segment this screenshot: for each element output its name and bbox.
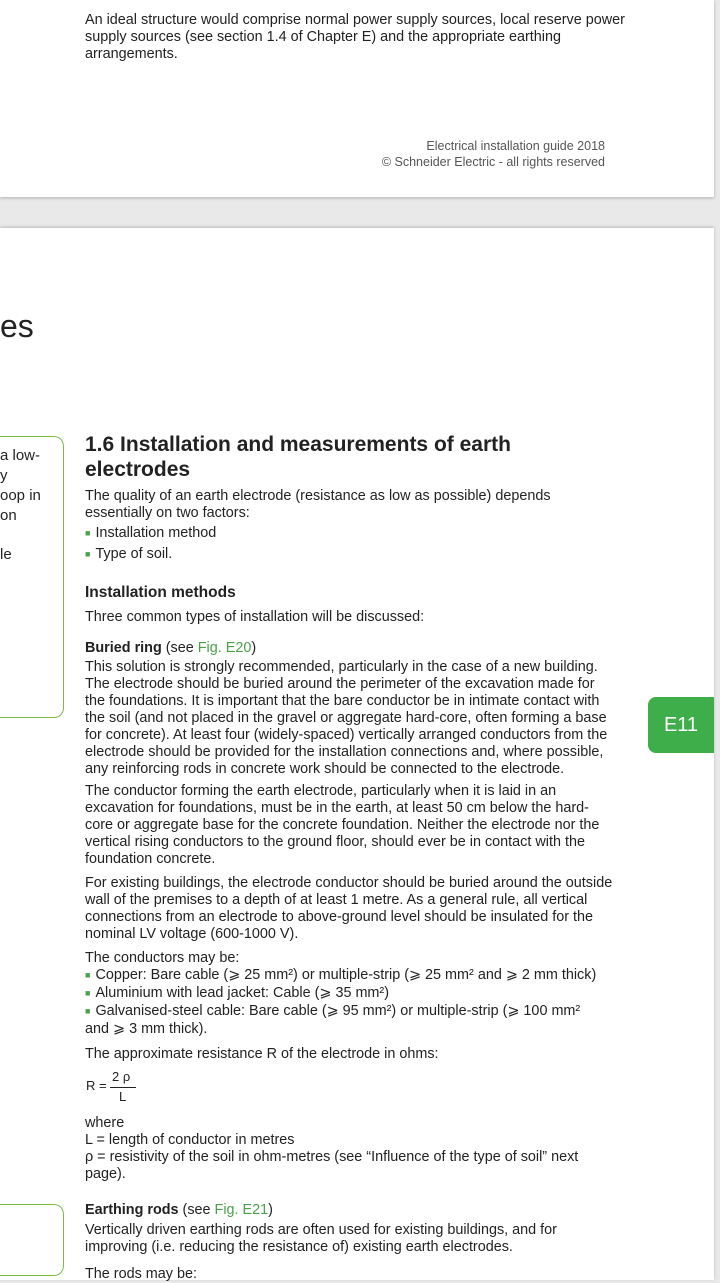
where-block	[85, 1115, 630, 1183]
margin-text-line: oop in	[0, 487, 41, 504]
conductor-item: ■ Aluminium with lead jacket: Cable (⩾ 35 mm²)	[85, 985, 630, 1003]
where-length: L = length of conductor in metres	[85, 1132, 295, 1148]
rods-may-be: The rods may be:	[85, 1266, 197, 1282]
margin-text-line: a low-	[0, 447, 41, 464]
close-paren: )	[251, 640, 257, 656]
text-line: improving (i.e. reducing the resistance of) existing earth electrodes.	[85, 1239, 513, 1255]
factor-item: ■ Type of soil.	[85, 546, 630, 564]
formula-numerator: 2 ρ	[112, 1069, 131, 1084]
resistance-intro: The approximate resistance R of the electrode in ohms:	[85, 1046, 439, 1062]
rods-heading	[85, 1202, 273, 1219]
where-resistivity: ρ = resistivity of the soil in ohm-metres (see “Influence of the type of soil” next	[85, 1149, 579, 1165]
text-line: connections from an electrode to above-ground level should be insulated for the	[85, 909, 593, 925]
figure-link-e20[interactable]: Fig. E20	[197, 640, 252, 656]
see-label: (see	[182, 1202, 211, 1218]
fraction-bar	[110, 1087, 136, 1088]
text-line: foundation concrete.	[85, 851, 216, 867]
text-line: The conductor forming the earth electrode, particularly when it is laid in an	[85, 783, 557, 799]
text-line: for concrete). At least four (widely-spaced) vertically arranged conductors from the	[85, 727, 608, 743]
where-resistivity-cont: page).	[85, 1166, 126, 1182]
text-line: excavation for foundations, must be in the earth, at least 50 cm below the hard-	[85, 800, 589, 816]
buried-ring-paragraph-1	[85, 659, 630, 778]
buried-ring-paragraph-2	[85, 783, 630, 868]
text-line: electrode should be provided for the installation connections and, where possible,	[85, 744, 604, 760]
margin-text-line: y	[0, 467, 8, 484]
text-line: For existing buildings, the electrode conductor should be buried around the outside	[85, 875, 613, 891]
factor-item: ■ Installation method	[85, 525, 630, 543]
conductor-item: ■ Galvanised-steel cable: Bare cable (⩾ 95 mm²) or multiple-strip (⩾ 100 mm²	[85, 1003, 630, 1021]
margin-note-box-2	[0, 1204, 64, 1276]
page-previous	[0, 0, 714, 197]
main-column	[85, 432, 630, 482]
section-title-line2: electrodes	[85, 458, 191, 481]
side-heading-fragment: es	[0, 308, 34, 344]
buried-ring-heading	[85, 640, 256, 657]
intro-paragraph	[85, 488, 630, 564]
text-line: This solution is strongly recommended, particularly in the case of a new building.	[85, 659, 598, 675]
where-label: where	[85, 1115, 125, 1131]
conductor-item: ■ Copper: Bare cable (⩾ 25 mm²) or multiple-strip (⩾ 25 mm² and ⩾ 2 mm thick)	[85, 967, 630, 985]
chapter-page-tab: E11	[648, 697, 714, 753]
section-title	[85, 432, 630, 482]
footer-guide-title: Electrical installation guide 2018	[426, 139, 605, 153]
intro-line: The quality of an earth electrode (resistance as low as possible) depends	[85, 488, 551, 504]
methods-intro: Three common types of installation will be discussed:	[85, 609, 425, 625]
formula-lhs: R =	[86, 1078, 107, 1093]
close-paren: )	[268, 1202, 273, 1218]
methods-heading: Installation methods	[85, 584, 236, 601]
text-line: any reinforcing rods in concrete work should be connected to the electrode.	[85, 761, 565, 777]
margin-note-box	[0, 436, 64, 718]
buried-ring-title: Buried ring	[85, 640, 162, 656]
text-line: the soil (and not placed in the gravel or aggregate hard-core, often forming a base	[85, 710, 607, 726]
conductor-item-cont: and ⩾ 3 mm thick).	[85, 1021, 208, 1037]
text-line: wall of the premises to a depth of at least 1 metre. As a general rule, all vertical	[85, 892, 588, 908]
see-label: (see	[165, 640, 194, 656]
text-line: The electrode should be buried around the perimeter of the excavation made for	[85, 676, 595, 692]
conductors-intro: The conductors may be:	[85, 950, 240, 966]
text-line: vertical rising conductors to the ground floor, should ever be in contact with the	[85, 834, 585, 850]
text-line: core or aggregate base for the concrete foundation. Neither the electrode nor the	[85, 817, 600, 833]
margin-text-line: on	[0, 507, 17, 524]
rods-title: Earthing rods	[85, 1202, 179, 1218]
margin-text-line: le	[0, 546, 12, 563]
text-line: Vertically driven earthing rods are often used for existing buildings, and for	[85, 1222, 557, 1238]
formula-denominator: L	[119, 1089, 127, 1104]
rods-paragraph	[85, 1222, 630, 1256]
intro-line: essentially on two factors:	[85, 505, 250, 521]
footer-copyright: © Schneider Electric - all rights reserved	[381, 155, 605, 169]
conductors-list	[85, 950, 630, 1038]
text-line: nominal LV voltage (600-1000 V).	[85, 926, 299, 942]
figure-link-e21[interactable]: Fig. E21	[214, 1202, 269, 1218]
section-title-line1: 1.6 Installation and measurements of earth	[85, 433, 511, 456]
text-line: the foundations. It is important that the bare conductor be in intimate contact with	[85, 693, 600, 709]
page-footer	[382, 138, 605, 170]
buried-ring-paragraph-3	[85, 875, 630, 943]
paragraph-ideal-structure: An ideal structure would comprise normal power supply sources, local reserve power supply sources (see section 1.4 of Chapter E) and the appropriate earthing arrangements.	[85, 12, 625, 62]
